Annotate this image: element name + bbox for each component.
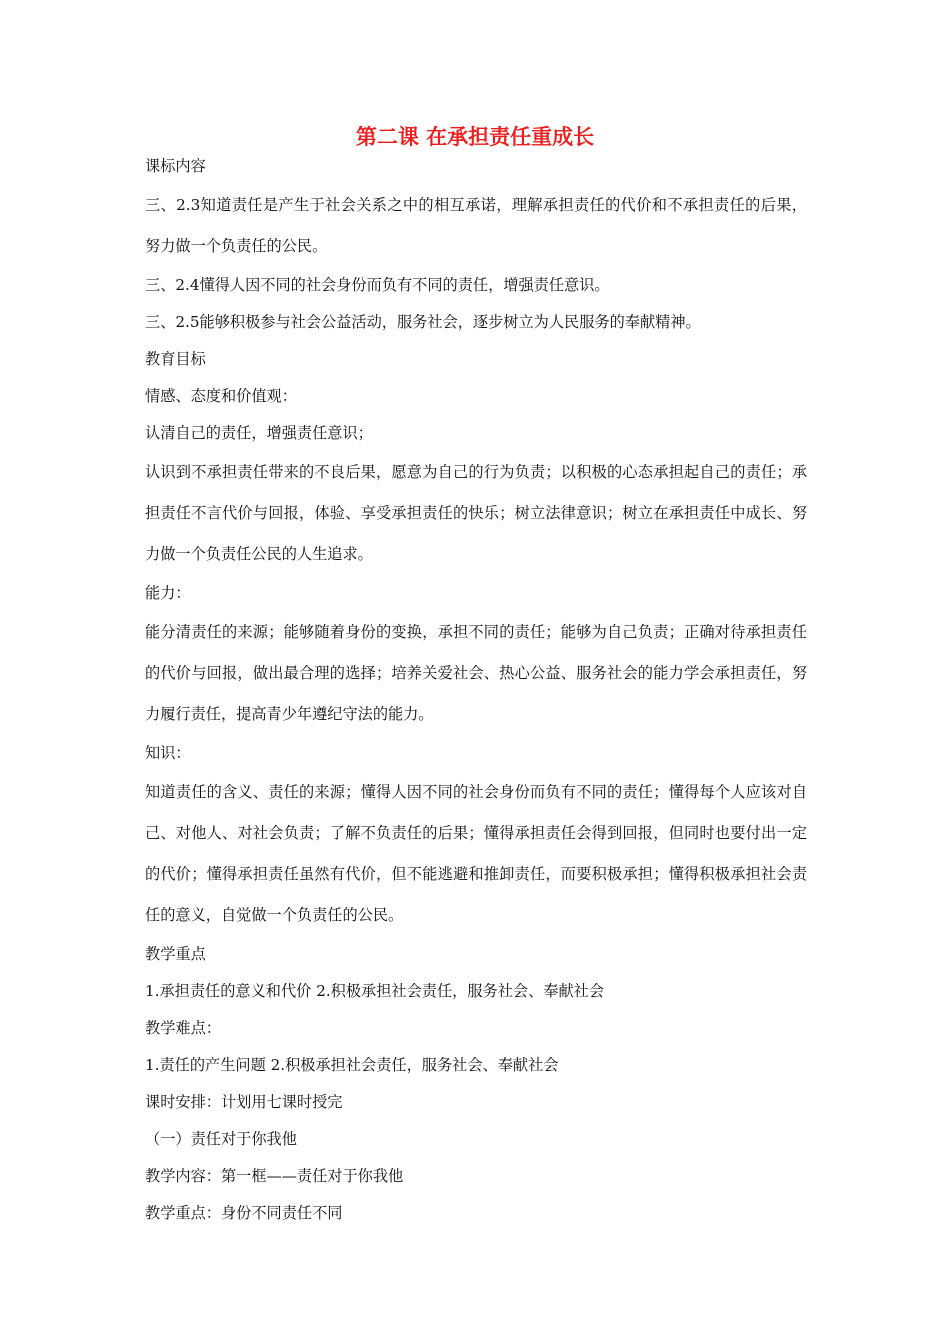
subheading-knowledge: 知识： — [145, 744, 191, 762]
section-heading-goals: 教育目标 — [145, 350, 206, 368]
curriculum-item-2-5: 三、2.5能够积极参与社会公益活动，服务社会，逐步树立为人民服务的奉献精神。 — [145, 313, 701, 331]
emotion-goal-1: 认清自己的责任，增强责任意识； — [145, 424, 373, 442]
emotion-goal-2: 认识到不承担责任带来的不良后果，愿意为自己的行为负责；以积极的心态承担起自己的责任；承担责任不言代价与回报，体验、享受承担责任的快乐；树立法律意识；树立在承担责任中成长、努力做一个负责任公民的人生追求。 — [145, 463, 807, 563]
curriculum-item-2-4: 三、2.4懂得人因不同的社会身份而负有不同的责任，增强责任意识。 — [145, 276, 610, 294]
lesson-key-point: 教学重点：身份不同责任不同 — [145, 1204, 343, 1222]
section-heading-key-points: 教学重点 — [145, 945, 206, 963]
document-title: 第二课 在承担责任重成长 — [355, 124, 595, 149]
knowledge-goal: 知道责任的含义、责任的来源；懂得人因不同的社会身份而负有不同的责任；懂得每个人应该对自己、对他人、对社会负责；了解不负责任的后果；懂得承担责任会得到回报，但同时也要付出一定的代价；懂得承担责任虽然有代价，但不能逃避和推卸责任，而要积极承担；懂得积极承担社会责任的意义，自觉做一个负责任的公民。 — [145, 783, 807, 924]
difficulties: 1.责任的产生问题 2.积极承担社会责任，服务社会、奉献社会 — [145, 1056, 559, 1074]
key-points: 1.承担责任的意义和代价 2.积极承担社会责任，服务社会、奉献社会 — [145, 982, 605, 1000]
ability-goal: 能分清责任的来源；能够随着身份的变换，承担不同的责任；能够为自己负责；正确对待承担责任的代价与回报，做出最合理的选择；培养关爱社会、热心公益、服务社会的能力学会承担责任，努力履行责任，提高青少年遵纪守法的能力。 — [145, 623, 807, 723]
lesson-one-heading: （一）责任对于你我他 — [145, 1130, 297, 1148]
subheading-emotion: 情感、态度和价值观： — [145, 387, 297, 405]
subheading-ability: 能力： — [145, 584, 191, 602]
document-body — [145, 148, 807, 1232]
section-heading-curriculum: 课标内容 — [145, 157, 206, 175]
schedule: 课时安排：计划用七课时授完 — [145, 1093, 343, 1111]
lesson-content: 教学内容：第一框——责任对于你我他 — [145, 1167, 404, 1185]
curriculum-item-2-3: 三、2.3知道责任是产生于社会关系之中的相互承诺，理解承担责任的代价和不承担责任的后果，努力做一个负责任的公民。 — [145, 196, 807, 255]
section-heading-difficulties: 教学难点： — [145, 1019, 221, 1037]
